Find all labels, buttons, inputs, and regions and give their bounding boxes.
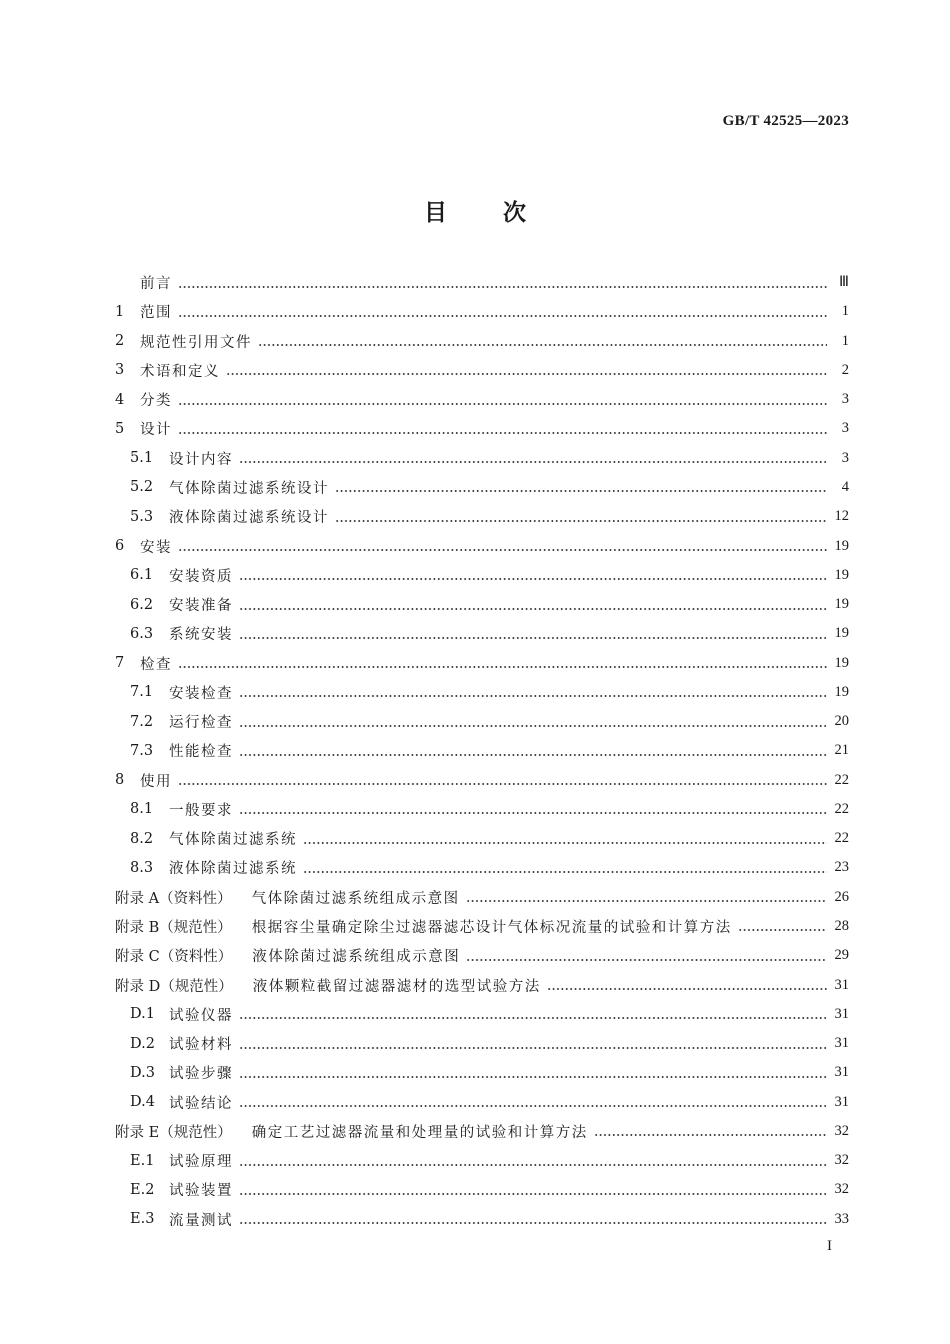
toc-entry[interactable]: [115, 736, 849, 765]
toc-dot-leader: [303, 831, 827, 847]
toc-entry-number: 7.3: [130, 742, 154, 759]
toc-entry-page: 19: [834, 625, 849, 642]
toc-entry-label: 安装: [140, 539, 172, 556]
toc-dot-leader: [239, 597, 827, 613]
page-title: 目次: [424, 199, 582, 226]
toc-dot-leader: [258, 333, 827, 349]
toc-entry-label: 分类: [140, 393, 172, 410]
toc-dot-leader: [239, 1182, 827, 1198]
toc-entry-page: 29: [834, 947, 849, 964]
toc-dot-leader: [178, 275, 827, 291]
toc-entry-label: 使用: [140, 773, 172, 790]
toc-entry-number: 4: [115, 391, 125, 408]
toc-dot-leader: [239, 801, 827, 817]
toc-entry-number: E.1: [130, 1152, 155, 1169]
toc-entry-label: 液体除菌过滤系统组成示意图: [252, 949, 461, 966]
toc-entry[interactable]: [115, 1117, 849, 1146]
toc-dot-leader: [239, 450, 827, 466]
toc-entry[interactable]: [115, 912, 849, 941]
toc-entry-number: 8.1: [130, 801, 154, 818]
toc-entry-number: 8.3: [130, 859, 154, 876]
toc-entry-page: 3: [841, 391, 849, 408]
toc-dot-leader: [226, 362, 827, 378]
toc-entry-number: 附录 B（规范性）: [115, 919, 232, 936]
toc-entry-number: 6.3: [130, 625, 154, 642]
toc-entry-page: 31: [834, 1093, 849, 1110]
toc-dot-leader: [239, 714, 827, 730]
toc-entry-label: 检查: [140, 656, 172, 673]
toc-entry-label: 气体除菌过滤系统: [169, 832, 297, 849]
toc-entry-page: 19: [834, 654, 849, 671]
toc-dot-leader: [239, 1006, 827, 1022]
toc-entry-number: 1: [115, 303, 125, 320]
toc-dot-leader: [466, 948, 827, 964]
toc-entry-label: 气体除菌过滤系统设计: [169, 480, 329, 497]
toc-entry[interactable]: [115, 766, 849, 795]
toc-entry[interactable]: [115, 795, 849, 824]
toc-entry-label: 运行检查: [169, 715, 233, 732]
toc-entry[interactable]: [115, 327, 849, 356]
toc-entry-page: 19: [834, 537, 849, 554]
toc-dot-leader: [239, 1211, 827, 1227]
toc-entry-label: 前言: [140, 276, 172, 293]
toc-dot-leader: [178, 421, 827, 437]
toc-entry-page: 32: [834, 1122, 849, 1139]
toc-entry-label: 试验原理: [169, 1154, 233, 1171]
toc-dot-leader: [239, 684, 827, 700]
toc-entry-label: 规范性引用文件: [140, 334, 252, 351]
toc-entry-label: 液体颗粒截留过滤器滤材的选型试验方法: [252, 978, 541, 995]
toc-dot-leader: [239, 1094, 827, 1110]
toc-entry-page: 12: [834, 508, 849, 525]
toc-entry-page: 33: [834, 1210, 849, 1227]
toc-entry-page: 3: [841, 420, 849, 437]
table-of-contents: [115, 268, 849, 1234]
toc-entry-label: 安装检查: [169, 685, 233, 702]
toc-entry-page: 22: [834, 830, 849, 847]
toc-entry-label: 术语和定义: [140, 363, 220, 380]
toc-entry[interactable]: [115, 1175, 849, 1204]
toc-dot-leader: [239, 1065, 827, 1081]
toc-entry-page: 31: [834, 1005, 849, 1022]
toc-entry-label: 流量测试: [169, 1212, 233, 1229]
toc-entry-number: D.2: [130, 1035, 155, 1052]
toc-dot-leader: [239, 567, 827, 583]
toc-dot-leader: [178, 772, 827, 788]
toc-entry[interactable]: [115, 385, 849, 414]
toc-entry-number: 附录 E（规范性）: [115, 1124, 232, 1141]
toc-entry-label: 设计: [140, 422, 172, 439]
toc-entry[interactable]: [115, 473, 849, 502]
toc-entry[interactable]: [115, 970, 849, 999]
toc-entry[interactable]: [115, 883, 849, 912]
toc-dot-leader: [335, 509, 827, 525]
toc-entry-label: 一般要求: [169, 802, 233, 819]
toc-entry-page: 31: [834, 976, 849, 993]
toc-dot-leader: [239, 1036, 827, 1052]
toc-entry-label: 性能检查: [169, 744, 233, 761]
toc-entry-page: 31: [834, 1035, 849, 1052]
toc-dot-leader: [466, 889, 827, 905]
toc-dot-leader: [239, 743, 827, 759]
toc-entry-number: 附录 A（资料性）: [115, 890, 232, 907]
toc-entry-label: 设计内容: [169, 451, 233, 468]
toc-entry[interactable]: [115, 414, 849, 443]
toc-entry[interactable]: [115, 561, 849, 590]
toc-dot-leader: [178, 538, 827, 554]
toc-entry-label: 液体除菌过滤系统设计: [169, 510, 329, 527]
toc-entry-label: 安装资质: [169, 568, 233, 585]
toc-entry-number: 7.2: [130, 713, 154, 730]
toc-entry-page: 26: [834, 888, 849, 905]
toc-entry-number: 6: [115, 538, 125, 555]
toc-entry[interactable]: [115, 297, 849, 326]
toc-entry-page: 1: [841, 332, 849, 349]
toc-dot-leader: [303, 860, 827, 876]
toc-entry-label: 安装准备: [169, 598, 233, 615]
toc-dot-leader: [178, 392, 827, 408]
toc-entry-page: 20: [834, 713, 849, 730]
toc-entry-label: 系统安装: [169, 627, 233, 644]
toc-entry[interactable]: [115, 1205, 849, 1234]
standard-code: GB/T 42525—2023: [722, 113, 849, 129]
toc-dot-leader: [594, 1123, 827, 1139]
toc-entry-number: 5: [115, 420, 125, 437]
toc-dot-leader: [178, 304, 827, 320]
toc-entry-page: 21: [834, 742, 849, 759]
toc-entry-label: 试验结论: [169, 1095, 233, 1112]
toc-entry-page: 19: [834, 683, 849, 700]
toc-entry-label: 确定工艺过滤器流量和处理量的试验和计算方法: [251, 1124, 588, 1141]
toc-entry-number: 5.3: [130, 508, 154, 525]
toc-dot-leader: [178, 655, 827, 671]
toc-entry-number: 7: [115, 655, 125, 672]
toc-entry-number: E.2: [130, 1181, 155, 1198]
toc-entry-page: 31: [834, 1064, 849, 1081]
toc-dot-leader: [547, 977, 827, 993]
toc-entry-page: 22: [834, 771, 849, 788]
toc-entry-number: D.3: [130, 1064, 155, 1081]
toc-entry[interactable]: [115, 1058, 849, 1087]
toc-dot-leader: [239, 626, 827, 642]
toc-entry-number: 5.2: [130, 479, 154, 496]
toc-entry[interactable]: [115, 1146, 849, 1175]
toc-entry-label: 液体除菌过滤系统: [169, 861, 297, 878]
toc-entry-page: 1: [841, 303, 849, 320]
toc-entry-page: 4: [841, 478, 849, 495]
toc-entry-page: 3: [841, 449, 849, 466]
toc-entry-number: D.4: [130, 1094, 155, 1111]
toc-entry-label: 试验材料: [169, 1037, 233, 1054]
toc-entry-label: 试验装置: [169, 1183, 233, 1200]
toc-entry-page: 2: [841, 361, 849, 378]
toc-entry[interactable]: [115, 268, 849, 297]
toc-entry-number: E.3: [130, 1211, 155, 1228]
toc-entry[interactable]: [115, 648, 849, 677]
toc-entry-number: 附录 C（资料性）: [115, 949, 233, 966]
toc-entry-number: 6.1: [130, 567, 154, 584]
toc-entry-number: D.1: [130, 1006, 155, 1023]
page-number: I: [827, 1238, 832, 1254]
toc-entry[interactable]: [115, 941, 849, 970]
toc-entry[interactable]: [115, 502, 849, 531]
toc-entry-page: 28: [834, 917, 849, 934]
toc-entry[interactable]: [115, 1087, 849, 1116]
toc-entry-label: 气体除菌过滤系统组成示意图: [251, 890, 460, 907]
toc-entry-label: 根据容尘量确定除尘过滤器滤芯设计气体标况流量的试验和计算方法: [251, 919, 732, 936]
toc-dot-leader: [738, 918, 827, 934]
toc-entry-label: 范围: [140, 305, 172, 322]
toc-entry[interactable]: [115, 853, 849, 882]
toc-entry[interactable]: [115, 619, 849, 648]
toc-entry-number: 8.2: [130, 830, 154, 847]
toc-entry-page: 32: [834, 1152, 849, 1169]
toc-entry[interactable]: [115, 590, 849, 619]
toc-entry-page: 32: [834, 1181, 849, 1198]
toc-entry-page: 23: [834, 859, 849, 876]
toc-entry[interactable]: [115, 1029, 849, 1058]
toc-entry-number: 附录 D（规范性）: [115, 978, 233, 995]
toc-entry[interactable]: [115, 1000, 849, 1029]
toc-entry[interactable]: [115, 444, 849, 473]
toc-dot-leader: [335, 479, 827, 495]
toc-entry[interactable]: [115, 356, 849, 385]
toc-entry-page: 22: [834, 800, 849, 817]
toc-entry-number: 8: [115, 772, 125, 789]
toc-entry-number: 7.1: [130, 684, 154, 701]
toc-entry-label: 试验步骤: [169, 1066, 233, 1083]
toc-entry-page: Ⅲ: [839, 274, 849, 291]
toc-entry[interactable]: [115, 824, 849, 853]
toc-entry[interactable]: [115, 678, 849, 707]
toc-entry-number: 3: [115, 362, 125, 379]
toc-entry-number: 6.2: [130, 596, 154, 613]
toc-entry[interactable]: [115, 531, 849, 560]
toc-entry[interactable]: [115, 707, 849, 736]
toc-entry-number: 2: [115, 333, 125, 350]
toc-entry-page: 19: [834, 566, 849, 583]
toc-entry-number: 5.1: [130, 450, 154, 467]
toc-entry-label: 试验仪器: [169, 1007, 233, 1024]
toc-dot-leader: [239, 1153, 827, 1169]
toc-entry-page: 19: [834, 596, 849, 613]
